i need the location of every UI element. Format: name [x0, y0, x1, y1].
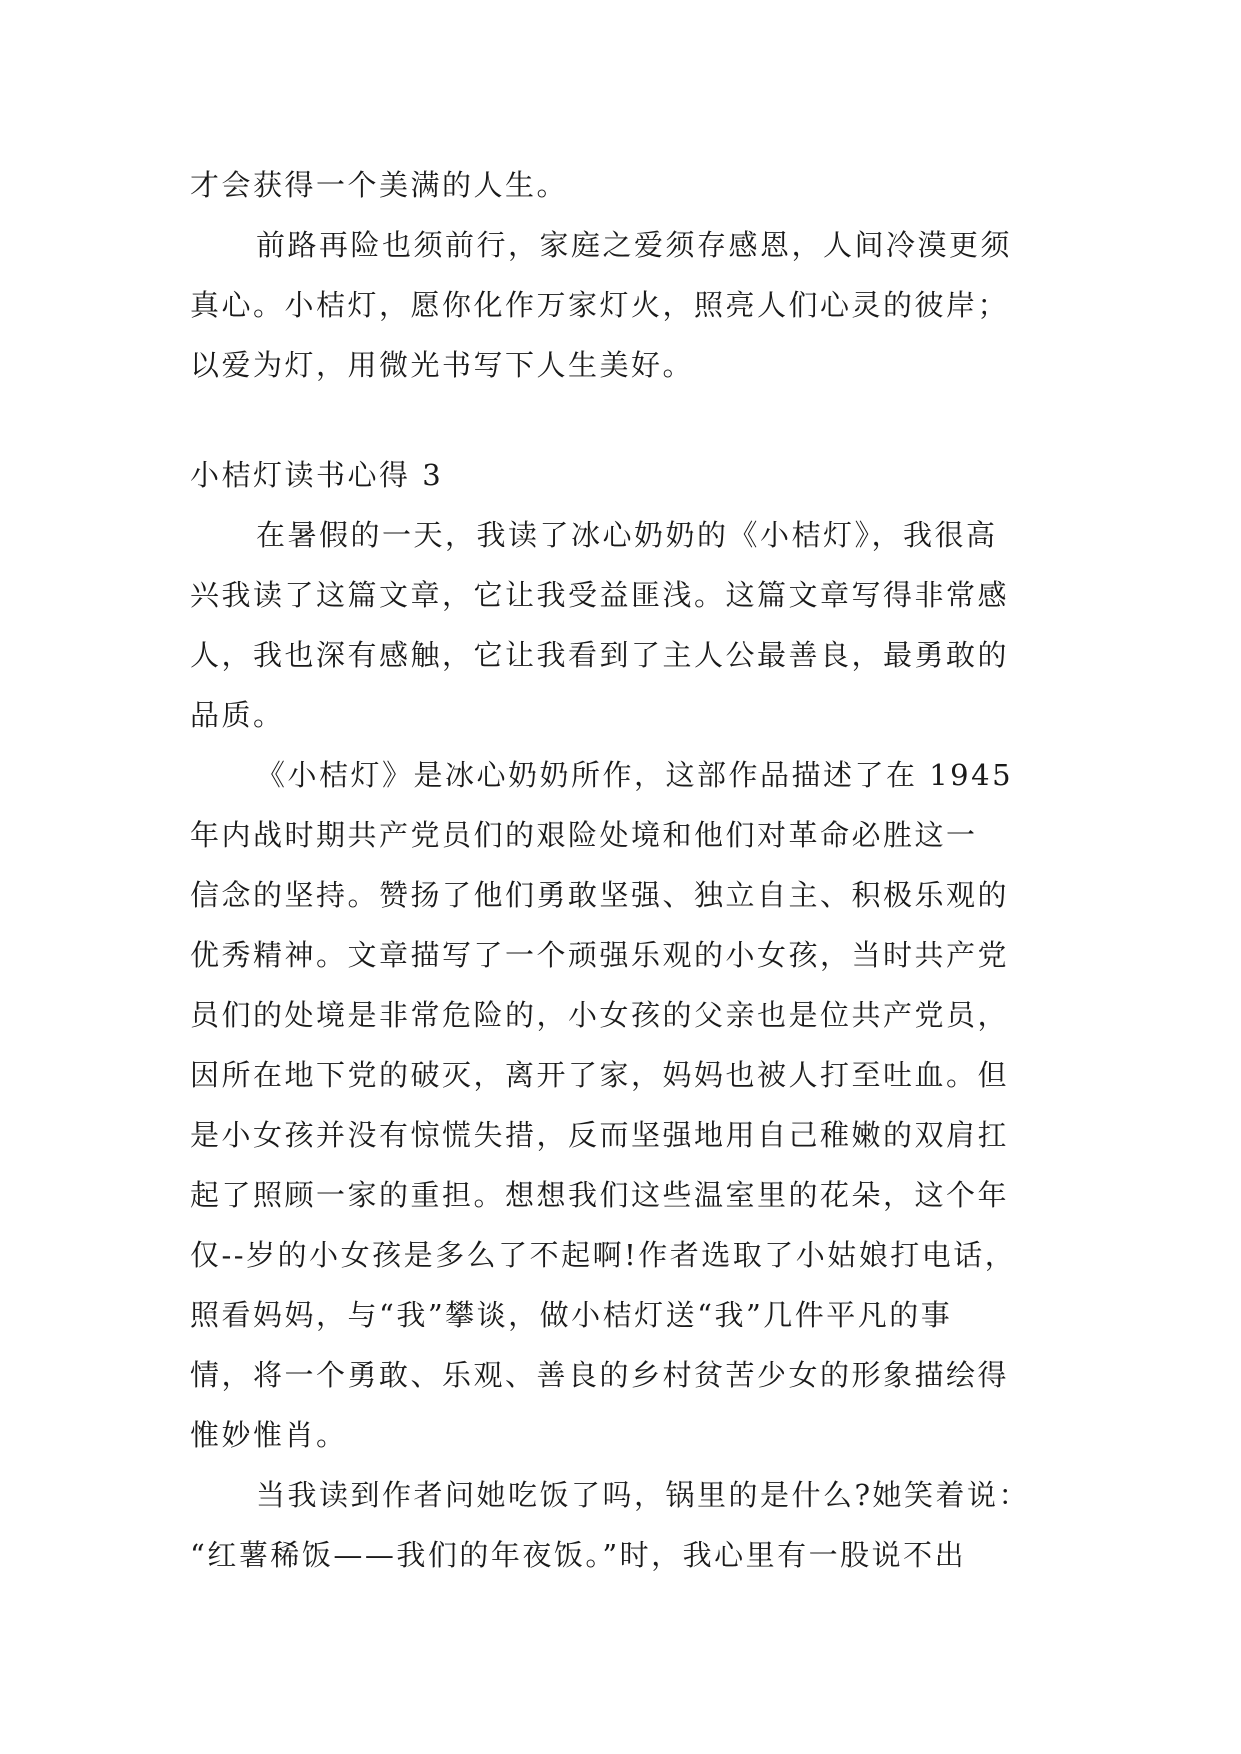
text-line: “红薯稀饭——我们的年夜饭。”时，我心里有一股说不出 [190, 1538, 967, 1572]
text-line: 信念的坚持。赞扬了他们勇敢坚强、独立自主、积极乐观的 [190, 878, 1010, 912]
paragraph [190, 155, 1070, 215]
text-line: 前路再险也须前行，家庭之爱须存感恩，人间冷漠更须 [256, 228, 1013, 262]
paragraph [190, 505, 1070, 745]
text-line: 优秀精神。文章描写了一个顽强乐观的小女孩，当时共产党 [190, 938, 1010, 972]
section-heading: 小桔灯读书心得 3 [190, 458, 444, 492]
text-line: 年内战时期共产党员们的艰险处境和他们对革命必胜这一 [190, 818, 978, 852]
text-line: 人，我也深有感触，它让我看到了主人公最善良，最勇敢的 [190, 638, 1010, 672]
text-line: 起了照顾一家的重担。想想我们这些温室里的花朵，这个年 [190, 1178, 1010, 1212]
text-line: 是小女孩并没有惊慌失措，反而坚强地用自己稚嫩的双肩扛 [190, 1118, 1010, 1152]
paragraph [190, 745, 1070, 1465]
paragraph [190, 215, 1070, 395]
paragraph [190, 1465, 1070, 1585]
text-line: 兴我读了这篇文章，它让我受益匪浅。这篇文章写得非常感 [190, 578, 1010, 612]
text-line: 照看妈妈，与“我”攀谈，做小桔灯送“我”几件平凡的事 [190, 1298, 953, 1332]
text-line: 在暑假的一天，我读了冰心奶奶的《小桔灯》，我很高 [256, 518, 998, 552]
text-line: 情，将一个勇敢、乐观、善良的乡村贫苦少女的形象描绘得 [190, 1358, 1010, 1392]
text-line: 惟妙惟肖。 [190, 1418, 348, 1452]
text-line: 仅--岁的小女孩是多么了不起啊!作者选取了小姑娘打电话， [190, 1238, 1017, 1272]
document-body [190, 155, 1070, 1585]
text-line: 员们的处境是非常危险的，小女孩的父亲也是位共产党员， [190, 998, 1010, 1032]
text-line: 真心。小桔灯，愿你化作万家灯火，照亮人们心灵的彼岸； [190, 288, 1010, 322]
text-line: 品质。 [190, 698, 285, 732]
text-line: 才会获得一个美满的人生。 [190, 168, 569, 202]
text-line: 以爱为灯，用微光书写下人生美好。 [190, 348, 695, 382]
text-line: 当我读到作者问她吃饭了吗，锅里的是什么?她笑着说： [256, 1478, 1031, 1512]
text-line: 《小桔灯》是冰心奶奶所作，这部作品描述了在 1945 [256, 758, 1014, 792]
text-line: 因所在地下党的破灭，离开了家，妈妈也被人打至吐血。但 [190, 1058, 1010, 1092]
